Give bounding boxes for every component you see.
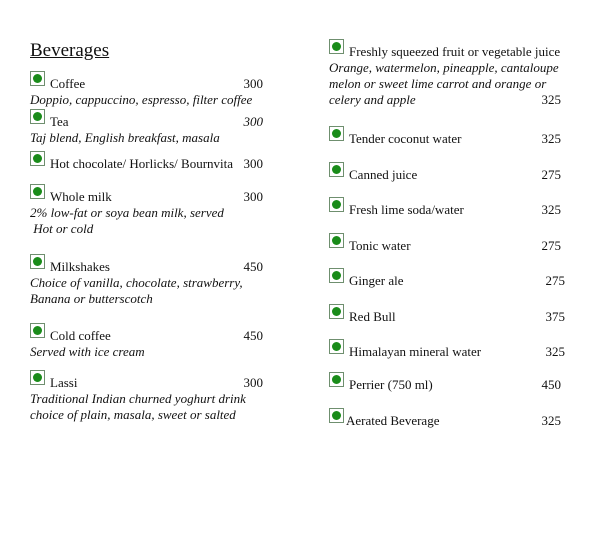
item-name: Cold coffee — [50, 328, 111, 343]
menu-item-himalayan-water — [329, 344, 565, 360]
item-description: Taj blend, English breakfast, masala — [30, 130, 220, 145]
item-description: choice of plain, masala, sweet or salted — [30, 407, 236, 422]
item-name: Lassi — [50, 375, 78, 390]
veg-indicator-icon — [30, 109, 45, 124]
menu-item-whole-milk — [30, 189, 263, 237]
menu-item-tea — [30, 114, 263, 146]
item-price: 275 — [541, 238, 561, 253]
item-description: melon or sweet lime carrot and orange or — [329, 76, 547, 91]
item-price: 375 — [545, 309, 565, 324]
menu-item-lassi — [30, 375, 263, 423]
item-name: Freshly squeezed fruit or vegetable juice — [349, 44, 561, 59]
item-name: Canned juice — [349, 167, 418, 182]
veg-indicator-icon — [329, 162, 344, 177]
menu-item-tonic-water — [329, 238, 561, 254]
veg-indicator-icon — [30, 254, 45, 269]
veg-indicator-icon — [329, 408, 344, 423]
menu-item-aerated-beverage — [329, 413, 561, 429]
menu-item-cold-coffee — [30, 328, 263, 360]
item-price: 325 — [545, 344, 565, 359]
item-name: Red Bull — [349, 309, 396, 324]
item-price: 450 — [243, 328, 263, 343]
item-name: Whole milk — [50, 189, 112, 204]
item-name: Tender coconut water — [349, 131, 462, 146]
item-price: 275 — [545, 273, 565, 288]
veg-indicator-icon — [329, 372, 344, 387]
item-price: 300 — [243, 189, 263, 204]
item-name: Perrier (750 ml) — [349, 377, 433, 392]
veg-indicator-icon — [329, 268, 344, 283]
menu-item-ginger-ale — [329, 273, 565, 289]
menu-item-hot-chocolate — [30, 156, 263, 172]
item-price: 325 — [541, 92, 561, 107]
item-description: Choice of vanilla, chocolate, strawberry, — [30, 275, 243, 290]
item-name: Ginger ale — [349, 273, 404, 288]
item-price: 300 — [243, 114, 263, 129]
veg-indicator-icon — [329, 197, 344, 212]
veg-indicator-icon — [30, 151, 45, 166]
item-price: 450 — [541, 377, 561, 392]
item-name: Aerated Beverage — [346, 413, 440, 428]
veg-indicator-icon — [329, 39, 344, 54]
item-name: Milkshakes — [50, 259, 110, 274]
item-price: 300 — [243, 156, 263, 171]
item-price: 325 — [541, 131, 561, 146]
item-price: 450 — [243, 259, 263, 274]
item-description: Traditional Indian churned yoghurt drink — [30, 391, 246, 406]
item-description: Doppio, cappuccino, espresso, filter coffee — [30, 92, 253, 107]
menu-item-perrier — [329, 377, 561, 393]
item-description: Served with ice cream — [30, 344, 145, 359]
item-price: 275 — [541, 167, 561, 182]
item-description: Orange, watermelon, pineapple, cantaloupe — [329, 60, 559, 75]
menu-item-fresh-lime-soda — [329, 202, 561, 218]
veg-indicator-icon — [329, 126, 344, 141]
menu-item-canned-juice — [329, 167, 561, 183]
menu-item-red-bull — [329, 309, 565, 325]
item-description: 2% low-fat or soya bean milk, served — [30, 205, 224, 220]
item-price: 325 — [541, 202, 561, 217]
item-price: 300 — [243, 76, 263, 91]
veg-indicator-icon — [30, 323, 45, 338]
menu-item-coffee — [30, 76, 263, 108]
item-description: Hot or cold — [30, 221, 94, 236]
menu-item-milkshakes — [30, 259, 263, 307]
veg-indicator-icon — [329, 233, 344, 248]
menu-item-fresh-juice — [329, 44, 561, 108]
veg-indicator-icon — [329, 304, 344, 319]
veg-indicator-icon — [30, 184, 45, 199]
item-name: Hot chocolate/ Horlicks/ Bournvita — [50, 156, 234, 171]
item-price: 325 — [541, 413, 561, 428]
item-name: Fresh lime soda/water — [349, 202, 464, 217]
item-price: 300 — [243, 375, 263, 390]
veg-indicator-icon — [30, 71, 45, 86]
item-name: Tonic water — [349, 238, 411, 253]
item-description: celery and apple — [329, 92, 416, 107]
item-name: Tea — [50, 114, 69, 129]
menu-item-tender-coconut-water — [329, 131, 561, 147]
item-description: Banana or butterscotch — [30, 291, 153, 306]
item-name: Coffee — [50, 76, 86, 91]
section-title: Beverages — [30, 40, 110, 61]
item-name: Himalayan mineral water — [349, 344, 482, 359]
veg-indicator-icon — [329, 339, 344, 354]
veg-indicator-icon — [30, 370, 45, 385]
